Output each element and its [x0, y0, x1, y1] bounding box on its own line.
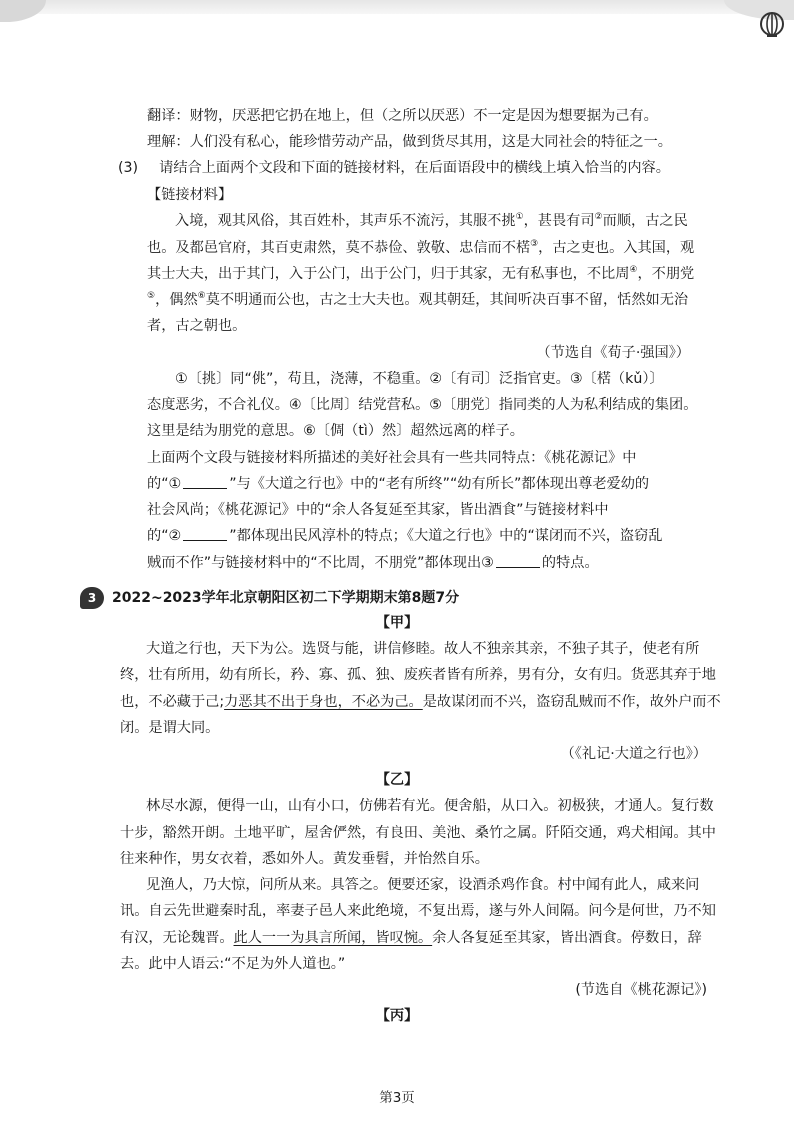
link-text: 而顺，古之民: [602, 213, 688, 229]
jia-line-1: 大道之行也，天下为公。选贤与能，讲信修睦。故人不独亲其亲，不独子其子，使老有所: [146, 641, 700, 657]
link-line-2: [147, 237, 694, 259]
sub-question-prompt: 请结合上面两个文段和下面的链接材料，在后面语段中的横线上填入恰当的内容。: [159, 160, 670, 176]
translation-line: 翻译：财物，厌恶把它扔在地上，但（之所以厌恶）不一定是因为想要据为己有。: [147, 108, 658, 124]
link-text: ，偶然: [155, 292, 198, 308]
sub-question-3: [118, 157, 670, 179]
section-head-yi: 【乙】: [375, 772, 419, 788]
fill-line-3: 社会风尚；《桃花源记》中的“余人各复延至其家，皆出酒食”与链接材料中: [147, 502, 609, 518]
link-text: 入境，观其风俗，其百姓朴，其声乐不流污，其服不挑: [175, 213, 516, 229]
lantern-logo-icon: [757, 10, 787, 40]
yi-text: 有汉，无论魏晋。: [120, 930, 234, 946]
link-line-1: [175, 210, 688, 232]
footnote-marker: ③: [530, 239, 539, 249]
note-line-2: 态度恶劣，不合礼仪。④〔比周〕结党营私。⑤〔朋党〕指同类的人为私利结成的集团。: [147, 397, 698, 413]
footnote-marker: ②: [594, 212, 603, 222]
yi-text: 余人各复延至其家，皆出酒食。停数日，辞: [432, 930, 702, 946]
header-corner-left: [0, 0, 46, 22]
footnote-marker: ⑥: [197, 291, 206, 301]
answer-blank-1[interactable]: [183, 474, 227, 489]
answer-blank-3[interactable]: [496, 553, 540, 568]
link-text: 者，古之朝也。: [147, 318, 247, 334]
section-head-bing: 【丙】: [375, 1008, 419, 1024]
footnote-marker: ⑤: [147, 291, 156, 301]
fill-text: 的“①: [147, 476, 182, 492]
fill-text: ”都体现出民风淳朴的特点；《大道之行也》中的“谋闭而不兴，盗窃乱: [229, 528, 663, 544]
yi-line-5: 讯。自云先世避秦时乱，率妻子邑人来此绝境，不复出焉，遂与外人间隔。问今是何世，乃不知: [120, 903, 716, 919]
understanding-line: 理解：人们没有私心，能珍惜劳动产品，做到货尽其用，这是大同社会的特征之一。: [147, 134, 672, 150]
section-head-jia: 【甲】: [375, 615, 419, 631]
fill-line-2: [147, 473, 649, 495]
yi-line-4: 见渔人，乃大惊，问所从来。具答之。便要还家，设酒杀鸡作食。村中闻有此人，咸来问: [146, 877, 700, 893]
jia-line-3: [120, 691, 721, 713]
jia-line-2: 终，壮有所用，幼有所长，矜、寡、孤、独、废疾者皆有所养，男有分，女有归。货恶其弃于地: [120, 667, 716, 683]
jia-text: 是故谋闭而不兴，盗窃乱贼而不作，故外户而不: [422, 694, 721, 710]
link-text: ，不朋党: [637, 266, 695, 282]
yi-source: (节选自《桃花源记》): [575, 982, 707, 998]
link-source: （节选自《荀子·强国》）: [536, 345, 690, 361]
link-line-3: [147, 263, 694, 285]
answer-blank-2[interactable]: [183, 526, 227, 541]
note-line-1: ①〔挑〕同“佻”，苟且，浇薄，不稳重。②〔有司〕泛指官吏。③〔楛（kǔ）〕: [175, 371, 664, 387]
yi-underlined-sentence: 此人一一为具言所闻，皆叹惋。: [233, 930, 433, 946]
yi-line-3: 往来种作，男女衣着，悉如外人。黄发垂髫，并怡然自乐。: [120, 851, 489, 867]
footnote-marker: ①: [515, 212, 524, 222]
link-text: 也。及都邑官府，其百吏肃然，莫不恭俭、敦敬、忠信而不楛: [147, 240, 531, 256]
link-text: 其士大夫，出于其门，入于公门，出于公门，归于其家，无有私事也，不比周: [147, 266, 630, 282]
link-line-4: [147, 289, 688, 311]
page-header-band: [0, 0, 794, 14]
yi-line-1: 林尽水源，便得一山，山有小口，仿佛若有光。便舍船，从口入。初极狭，才通人。复行数: [146, 798, 714, 814]
fill-line-5: [147, 552, 599, 574]
yi-line-7: 去。此中人语云:“不足为外人道也。”: [120, 956, 346, 972]
sub-question-number: (3): [118, 160, 139, 176]
jia-underlined-sentence: 力恶其不出于身也，不必为己。: [224, 694, 423, 710]
link-text: ，古之吏也。入其国，观: [538, 240, 695, 256]
fill-text: ”与《大道之行也》中的“老有所终”“幼有所长”都体现出尊老爱幼的: [229, 476, 650, 492]
fill-text: 的“②: [147, 528, 182, 544]
question-number-badge: 3: [80, 587, 104, 609]
footnote-marker: ④: [629, 265, 638, 275]
link-text: ，甚畏有司: [523, 213, 595, 229]
jia-line-4: 闭。是谓大同。: [120, 720, 220, 736]
link-line-5: [147, 315, 246, 337]
fill-text: 的特点。: [541, 555, 599, 571]
link-text: 莫不明通而公也，古之士大夫也。观其朝廷，其间听决百事不留，恬然如无治: [205, 292, 689, 308]
link-material-title: 【链接材料】: [147, 187, 233, 203]
jia-source: （《礼记·大道之行也》）: [560, 746, 707, 762]
fill-line-1: 上面两个文段与链接材料所描述的美好社会具有一些共同特点：《桃花源记》中: [147, 450, 637, 466]
note-line-3: 这里是结为朋党的意思。⑥〔倜（tì）然〕超然远离的样子。: [147, 423, 524, 439]
page-number: 第3页: [379, 1090, 415, 1106]
yi-line-6: [120, 927, 702, 949]
question-title: 2022~2023学年北京朝阳区初二下学期期末第8题7分: [112, 590, 460, 606]
fill-line-4: [147, 525, 663, 547]
yi-line-2: 十步，豁然开朗。土地平旷，屋舍俨然，有良田、美池、桑竹之属。阡陌交通，鸡犬相闻。其中: [120, 825, 716, 841]
jia-text: 也，不必藏于己;: [120, 694, 225, 710]
fill-text: 贼而不作”与链接材料中的“不比周，不朋党”都体现出③: [147, 555, 494, 571]
